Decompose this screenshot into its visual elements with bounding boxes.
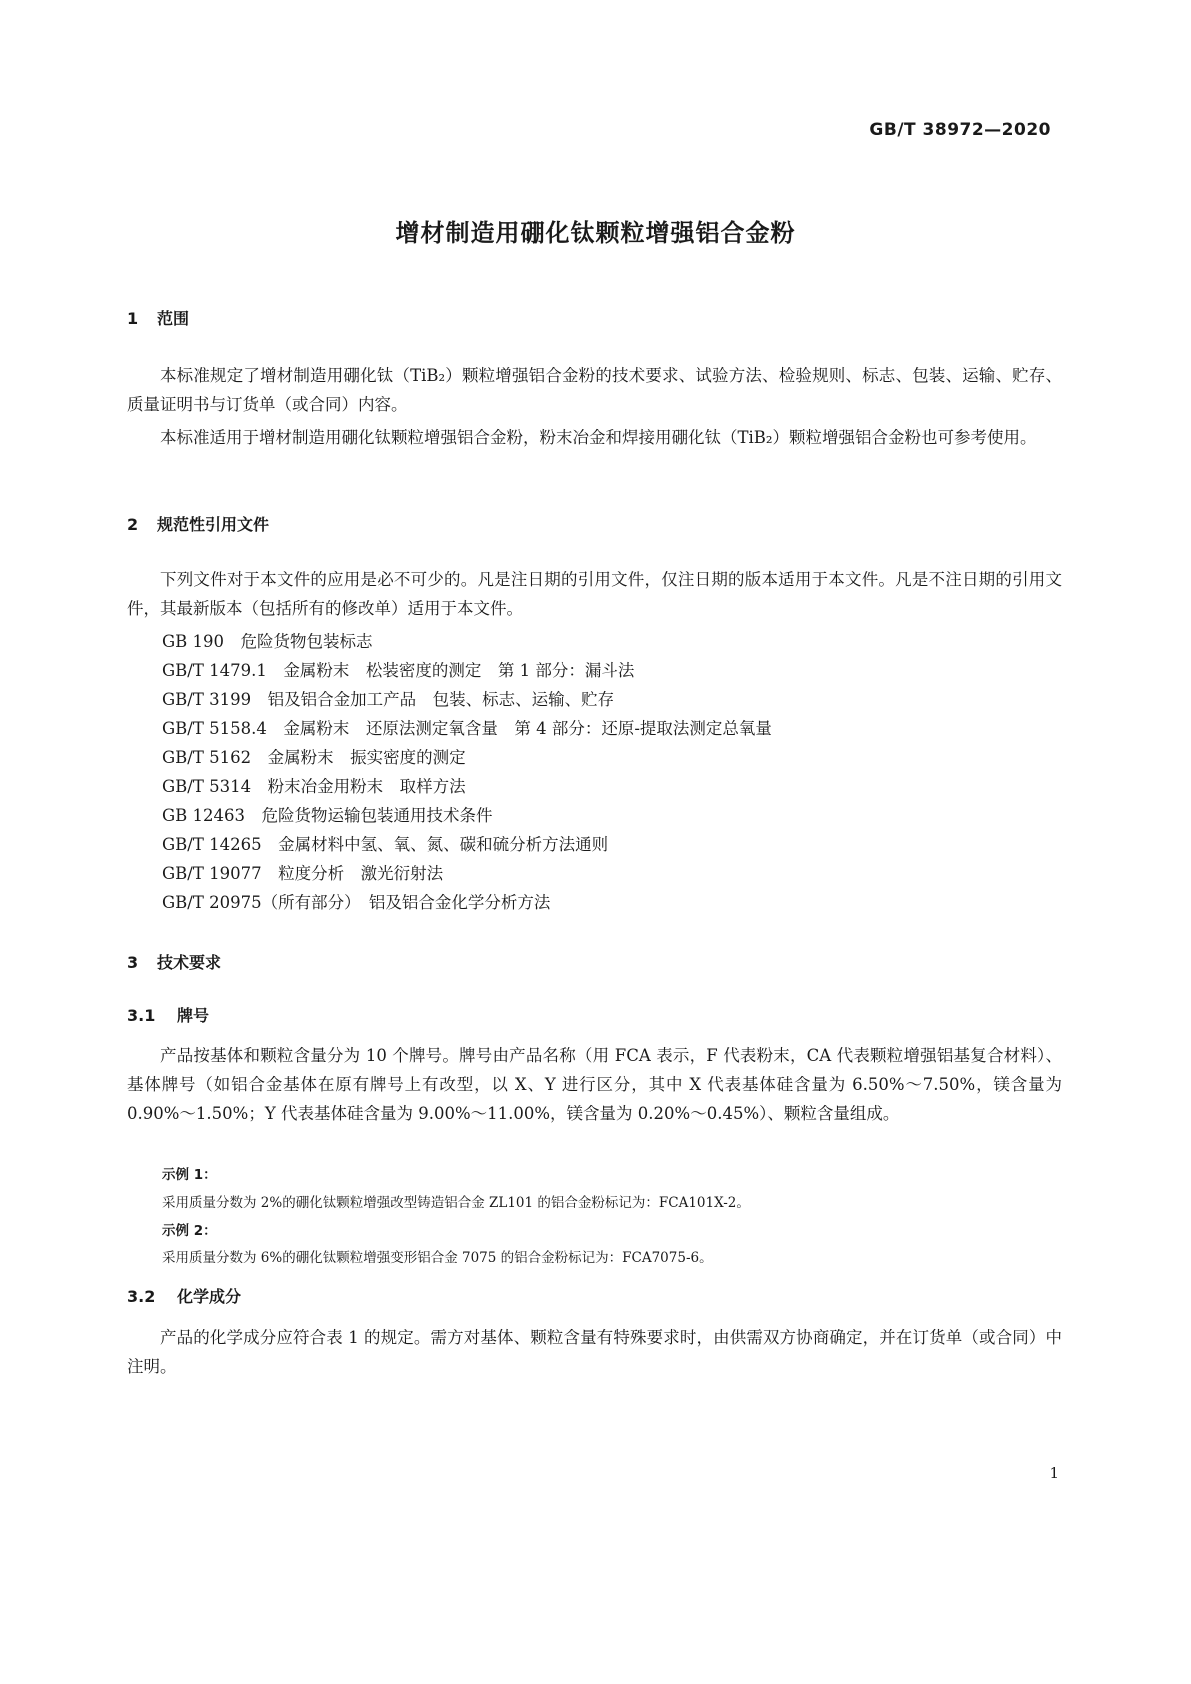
reference-name: 铝及铝合金加工产品 包装、标志、运输、贮存 [267,690,615,709]
reference-item [162,773,466,797]
reference-name: 金属粉末 还原法测定氧含量 第 4 部分：还原-提取法测定总氧量 [283,719,772,738]
document-title: 增材制造用硼化钛颗粒增强铝合金粉 [395,219,796,247]
section-3-1-heading [127,1003,209,1026]
standard-number: GB/T 38972—2020 [869,120,1051,140]
example-1-text: 采用质量分数为 2%的硼化钛颗粒增强改型铸造铝合金 ZL101 的铝合金粉标记为：FCA101X-2。 [162,1195,750,1211]
section-3-1-paragraph: 产品按基体和颗粒含量分为 10 个牌号。牌号由产品名称（用 FCA 表示，F 代表粉末，CA 代表颗粒增强铝基复合材料）、基体牌号（如铝合金基体在原有牌号上有改型，以 X、Y 进行区分，其中 X 代表基体硅含量为 6.50%～7.50%，镁含量为 0.90%～1.50%；Y 代表基体硅含量为 9.00%～11.00%，镁含量为 0.20%～0.45%）、颗粒含量组成。 [127,1046,1062,1123]
section-title: 化学成分 [177,1287,242,1306]
reference-item [162,831,608,855]
page-number: 1 [1049,1464,1059,1482]
reference-item [162,657,634,681]
example-2-text: 采用质量分数为 6%的硼化钛颗粒增强变形铝合金 7075 的铝合金粉标记为：FCA7075-6。 [162,1250,713,1266]
section-title: 范围 [157,309,190,328]
section-title: 规范性引用文件 [157,515,270,534]
section-number: 3 [127,953,139,972]
reference-code: GB/T 14265 [162,835,262,854]
reference-code: GB/T 1479.1 [162,661,267,680]
reference-item [162,802,493,826]
section-1-paragraph-1: 本标准规定了增材制造用硼化钛（TiB₂）颗粒增强铝合金粉的技术要求、试验方法、检验规则、标志、包装、运输、贮存、质量证明书与订货单（或合同）内容。 [127,366,1062,414]
section-2-heading [127,512,269,535]
reference-name: 粉末冶金用粉末 取样方法 [267,777,466,796]
reference-name: 金属粉末 振实密度的测定 [267,748,466,767]
reference-item [162,744,466,768]
reference-name: 金属粉末 松装密度的测定 第 1 部分：漏斗法 [283,661,635,680]
section-3-2-paragraph: 产品的化学成分应符合表 1 的规定。需方对基体、颗粒含量有特殊要求时，由供需双方协商确定，并在订货单（或合同）中注明。 [127,1328,1062,1376]
reference-code: GB 190 [162,632,225,651]
reference-name: 危险货物运输包装通用技术条件 [261,806,493,825]
section-number: 3.1 [127,1006,156,1025]
reference-item [162,628,373,652]
reference-code: GB/T 5162 [162,748,252,767]
reference-item [162,860,443,884]
section-3-2-heading [127,1284,241,1307]
reference-code: GB/T 5158.4 [162,719,267,738]
reference-name: 铝及铝合金化学分析方法 [368,893,551,912]
reference-code: GB/T 19077 [162,864,262,883]
reference-name: 金属材料中氢、氧、氮、碳和硫分析方法通则 [278,835,609,854]
reference-item [162,889,550,913]
reference-item [162,715,772,739]
reference-code: GB 12463 [162,806,246,825]
section-title: 技术要求 [157,953,222,972]
section-number: 1 [127,309,139,328]
reference-item [162,686,614,710]
reference-name: 危险货物包装标志 [240,632,373,651]
section-2-intro: 下列文件对于本文件的应用是必不可少的。凡是注日期的引用文件，仅注日期的版本适用于本文件。凡是不注日期的引用文件，其最新版本（包括所有的修改单）适用于本文件。 [127,570,1062,618]
reference-name: 粒度分析 激光衍射法 [278,864,444,883]
reference-code: GB/T 5314 [162,777,252,796]
section-1-heading [127,306,189,329]
example-2-label: 示例 2： [162,1223,217,1239]
reference-code: GB/T 3199 [162,690,252,709]
section-number: 2 [127,515,139,534]
section-number: 3.2 [127,1287,156,1306]
example-1-label: 示例 1： [162,1167,217,1183]
section-3-heading [127,950,221,973]
section-1-paragraph-2: 本标准适用于增材制造用硼化钛颗粒增强铝合金粉，粉末冶金和焊接用硼化钛（TiB₂）颗粒增强铝合金粉也可参考使用。 [160,428,1037,447]
reference-code: GB/T 20975（所有部分） [162,893,353,912]
section-title: 牌号 [177,1006,210,1025]
